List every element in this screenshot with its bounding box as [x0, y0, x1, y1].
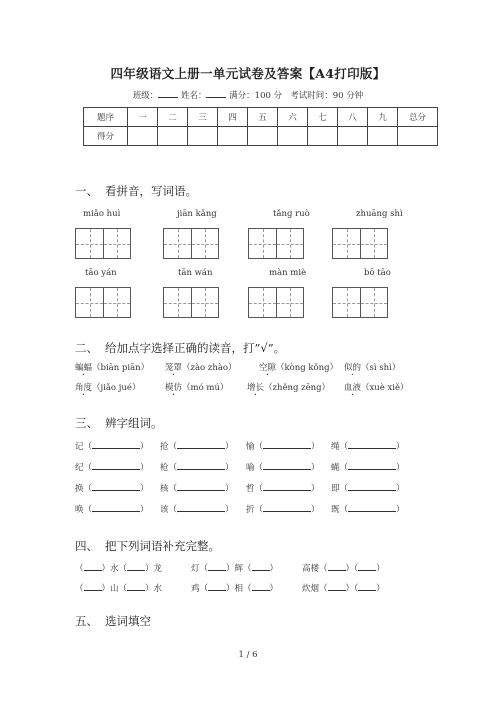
- char-group-item[interactable]: 纪（ ）: [75, 460, 149, 473]
- char-group-item[interactable]: 绳（ ）: [331, 439, 405, 452]
- pinyin-options: （sì shì）: [361, 363, 401, 373]
- page-number: 1 / 6: [238, 650, 258, 660]
- idiom-text: 灯（: [191, 564, 209, 574]
- idiom-text: （: [75, 564, 84, 574]
- pronunciation-item[interactable]: [344, 361, 400, 373]
- pinyin-options: （kòng kǒng）: [276, 363, 339, 373]
- dotted-word: 角度: [75, 383, 93, 393]
- time-label: 考试时间：90 分钟: [290, 91, 364, 101]
- answer-blank[interactable]: [348, 481, 396, 491]
- writing-grid[interactable]: [163, 287, 219, 318]
- char-group-item[interactable]: 记（ ）: [75, 439, 149, 452]
- answer-blank[interactable]: [84, 581, 102, 591]
- idiom-text: ）（: [345, 564, 359, 574]
- answer-blank[interactable]: [263, 460, 311, 470]
- section-2-heading: [75, 340, 285, 356]
- score-header-cell: 六: [278, 108, 308, 127]
- answer-blank[interactable]: [177, 481, 225, 491]
- idiom-text: （: [75, 584, 84, 594]
- score-table-header-row: [84, 108, 438, 127]
- writing-grid[interactable]: [163, 228, 219, 259]
- idiom-text: 鸡（: [191, 584, 209, 594]
- score-header-cell: 三: [188, 108, 218, 127]
- pronunciation-item[interactable]: [165, 361, 237, 373]
- pinyin-options: （jiǎo jué）: [92, 383, 141, 393]
- char: 愉: [246, 442, 255, 452]
- score-header-cell: 七: [308, 108, 338, 127]
- answer-blank[interactable]: [328, 581, 346, 591]
- pronunciation-item[interactable]: [247, 381, 330, 393]
- char: 换: [75, 484, 84, 494]
- pronunciation-item[interactable]: [75, 381, 140, 393]
- section-title: 把下列词语补充完整。: [105, 539, 220, 553]
- score-cell[interactable]: [188, 127, 218, 146]
- answer-blank[interactable]: [348, 439, 396, 449]
- section-number: 四、: [75, 539, 98, 553]
- class-label: 班级：: [132, 91, 159, 101]
- score-header-cell: 九: [368, 108, 398, 127]
- char-group-item[interactable]: 蝇（ ）: [331, 460, 405, 473]
- score-cell[interactable]: [308, 127, 338, 146]
- section-title: 选词填空: [105, 614, 151, 628]
- writing-grid[interactable]: [248, 228, 304, 259]
- idiom-text: ）相（: [226, 584, 252, 594]
- dotted-word: 增长: [247, 383, 265, 393]
- idiom-text: ）辉（: [226, 564, 252, 574]
- score-header-cell: 二: [158, 108, 188, 127]
- writing-grid[interactable]: [75, 228, 131, 259]
- char: 记: [75, 442, 84, 452]
- idiom-text: 高楼（: [302, 564, 328, 574]
- idiom-item[interactable]: [191, 581, 278, 594]
- pinyin-label: tǎng ruò: [273, 209, 310, 219]
- answer-blank[interactable]: [127, 561, 145, 571]
- idiom-item[interactable]: [75, 561, 162, 574]
- char-group-item[interactable]: 核（ ）: [160, 481, 234, 494]
- pinyin-options: （zào zhào）: [182, 363, 237, 373]
- writing-grid[interactable]: [332, 287, 388, 318]
- idiom-text: ）水: [145, 584, 163, 594]
- score-cell[interactable]: [218, 127, 248, 146]
- answer-blank[interactable]: [263, 502, 311, 512]
- dotted-word: 笼罩: [165, 363, 183, 373]
- dotted-word: 血液: [344, 383, 362, 393]
- section-1-heading: [75, 183, 197, 199]
- idiom-text: ）（: [345, 584, 359, 594]
- idiom-item[interactable]: [302, 581, 385, 594]
- idiom-text: ）水（: [101, 564, 128, 574]
- pronunciation-item[interactable]: [344, 381, 409, 393]
- score-header-cell: 五: [248, 108, 278, 127]
- pinyin-options: （biān piān）: [92, 363, 150, 373]
- answer-blank[interactable]: [263, 481, 311, 491]
- pinyin-options: （xuè xiě）: [361, 383, 409, 393]
- pinyin-label: miǎo huì: [83, 209, 121, 219]
- answer-blank[interactable]: [127, 581, 145, 591]
- pinyin-label: màn miè: [269, 268, 307, 278]
- answer-blank[interactable]: [177, 439, 225, 449]
- pinyin-options: （zhěng zēng）: [264, 383, 331, 393]
- idiom-item[interactable]: [75, 581, 162, 594]
- pinyin-label: tān wán: [178, 268, 213, 278]
- idiom-item[interactable]: [302, 561, 385, 574]
- char: 抢: [160, 442, 169, 452]
- score-cell[interactable]: [248, 127, 278, 146]
- char-group-item[interactable]: 换（ ）: [75, 481, 149, 494]
- idiom-text: ）: [376, 584, 385, 594]
- idiom-text: ）: [269, 584, 279, 594]
- answer-blank[interactable]: [92, 481, 140, 491]
- answer-blank[interactable]: [328, 561, 346, 571]
- score-table-score-row: [84, 127, 438, 146]
- idiom-text: ）: [269, 564, 279, 574]
- section-number: 一、: [75, 184, 98, 198]
- answer-blank[interactable]: [252, 581, 270, 591]
- name-label: 姓名：: [180, 91, 207, 101]
- char: 该: [160, 505, 169, 515]
- answer-blank[interactable]: [263, 439, 311, 449]
- char-group-item[interactable]: 枪（ ）: [160, 460, 234, 473]
- writing-grid[interactable]: [248, 287, 304, 318]
- answer-blank[interactable]: [358, 581, 376, 591]
- char-group-item[interactable]: 既（ ）: [331, 502, 405, 515]
- section-title: 看拼音，写词语。: [105, 184, 197, 198]
- score-header-cell: 题序: [84, 108, 128, 127]
- section-number: 五、: [75, 614, 98, 628]
- char-group-item[interactable]: 哲（ ）: [246, 481, 320, 494]
- answer-blank[interactable]: [348, 502, 396, 512]
- score-table: [83, 107, 438, 146]
- pinyin-label: tāo yán: [85, 268, 117, 278]
- answer-blank[interactable]: [92, 502, 140, 512]
- class-blank[interactable]: [158, 88, 178, 98]
- answer-blank[interactable]: [92, 460, 140, 470]
- answer-blank[interactable]: [208, 561, 226, 571]
- score-cell[interactable]: [338, 127, 368, 146]
- section-title: 给加点字选择正确的读音，打”√”。: [105, 341, 286, 355]
- score-label: 满分：100 分: [229, 91, 283, 101]
- answer-blank[interactable]: [252, 561, 270, 571]
- pronunciation-item[interactable]: [165, 381, 228, 393]
- char: 折: [246, 505, 255, 515]
- char: 既: [331, 505, 340, 515]
- dotted-word: 模仿: [165, 383, 183, 393]
- char: 绳: [331, 442, 340, 452]
- answer-blank[interactable]: [92, 439, 140, 449]
- section-5-heading: [75, 613, 151, 629]
- section-number: 二、: [75, 341, 98, 355]
- section-3-heading: [75, 415, 163, 431]
- char: 蝇: [331, 463, 340, 473]
- score-row-label: 得分: [84, 127, 128, 146]
- score-cell[interactable]: [128, 127, 158, 146]
- pinyin-label: bō tāo: [364, 268, 391, 278]
- answer-blank[interactable]: [358, 561, 376, 571]
- score-cell[interactable]: [398, 127, 438, 146]
- pinyin-options: （mó mú）: [182, 383, 229, 393]
- dotted-word: 蝙蝠: [75, 363, 93, 373]
- pronunciation-item[interactable]: [259, 361, 338, 373]
- pronunciation-item[interactable]: [75, 361, 149, 373]
- writing-grid[interactable]: [332, 228, 388, 259]
- char: 纪: [75, 463, 84, 473]
- char-group-item[interactable]: 喻（ ）: [246, 460, 320, 473]
- idiom-text: ）山（: [101, 584, 128, 594]
- score-cell[interactable]: [368, 127, 398, 146]
- char-group-item[interactable]: 即（ ）: [331, 481, 405, 494]
- section-number: 三、: [75, 416, 98, 430]
- char: 枪: [160, 463, 169, 473]
- answer-blank[interactable]: [177, 502, 225, 512]
- answer-blank[interactable]: [84, 561, 102, 571]
- pinyin-label: jiān kǎng: [177, 209, 217, 219]
- char: 核: [160, 484, 169, 494]
- idiom-text: 炊烟（: [302, 584, 328, 594]
- section-4-heading: [75, 538, 220, 554]
- section-title: 辨字组词。: [105, 416, 163, 430]
- answer-blank[interactable]: [177, 460, 225, 470]
- char: 唤: [75, 505, 84, 515]
- answer-blank[interactable]: [208, 581, 226, 591]
- answer-blank[interactable]: [348, 460, 396, 470]
- char-group-item[interactable]: 折（ ）: [246, 502, 320, 515]
- char-group-item[interactable]: 该（ ）: [160, 502, 234, 515]
- char-group-item[interactable]: 唤（ ）: [75, 502, 149, 515]
- char: 喻: [246, 463, 255, 473]
- score-header-cell: 一: [128, 108, 158, 127]
- pinyin-label: zhuāng shì: [356, 209, 403, 219]
- score-header-cell: 八: [338, 108, 368, 127]
- dotted-word: 似的: [344, 363, 362, 373]
- score-header-cell: 总分: [398, 108, 438, 127]
- dotted-word: 空隙: [259, 363, 277, 373]
- page-title: 四年级语文上册一单元试卷及答案【A4打印版】: [110, 66, 386, 81]
- char: 哲: [246, 484, 255, 494]
- char: 即: [331, 484, 340, 494]
- idiom-item[interactable]: [191, 561, 278, 574]
- writing-grid[interactable]: [75, 287, 131, 318]
- char-group-item[interactable]: 抢（ ）: [160, 439, 234, 452]
- score-header-cell: 四: [218, 108, 248, 127]
- char-group-item[interactable]: 愉（ ）: [246, 439, 320, 452]
- score-cell[interactable]: [278, 127, 308, 146]
- idiom-text: ）龙: [145, 564, 163, 574]
- idiom-text: ）: [376, 564, 385, 574]
- score-cell[interactable]: [158, 127, 188, 146]
- exam-info-line: [0, 88, 496, 101]
- name-blank[interactable]: [206, 88, 226, 98]
